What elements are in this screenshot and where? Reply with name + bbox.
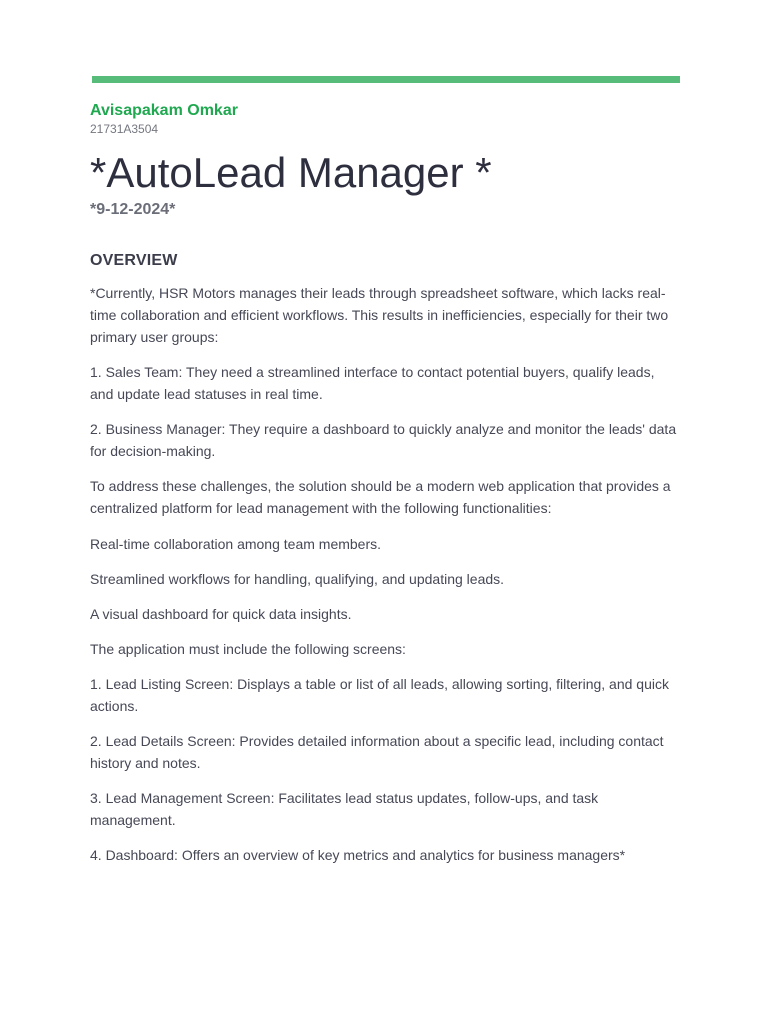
screen-item-lead-listing: 1. Lead Listing Screen: Displays a table or list of all leads, allowing sorting, filtering, and quick actions. — [90, 676, 669, 714]
document-body — [90, 101, 680, 866]
overview-intro-paragraph: *Currently, HSR Motors manages their leads through spreadsheet software, which lacks real-time collaboration and efficient workflows. This results in inefficiencies, especially for their two primary user groups: — [90, 285, 669, 345]
functionality-item: Real-time collaboration among team members. — [90, 536, 382, 552]
solution-intro-paragraph: To address these challenges, the solution should be a modern web application that provides a centralized platform for lead management with the following functionalities: — [90, 478, 671, 516]
header-divider — [92, 76, 680, 83]
author-name: Avisapakam Omkar — [90, 102, 238, 119]
document-date: *9-12-2024* — [90, 201, 176, 218]
user-group-business-manager: 2. Business Manager: They require a dashboard to quickly analyze and monitor the leads' data for decision-making. — [90, 421, 677, 459]
screens-intro-paragraph: The application must include the following screens: — [90, 641, 406, 657]
document-title: *AutoLead Manager * — [90, 149, 492, 196]
screen-item-lead-management: 3. Lead Management Screen: Facilitates lead status updates, follow-ups, and task management. — [90, 790, 599, 828]
screen-item-lead-details: 2. Lead Details Screen: Provides detailed information about a specific lead, including contact history and notes. — [90, 733, 664, 771]
screen-item-dashboard: 4. Dashboard: Offers an overview of key metrics and analytics for business managers* — [90, 847, 626, 863]
student-id: 21731A3504 — [90, 122, 159, 136]
functionality-item: A visual dashboard for quick data insights. — [90, 606, 352, 622]
functionality-item: Streamlined workflows for handling, qualifying, and updating leads. — [90, 571, 505, 587]
user-group-sales-team: 1. Sales Team: They need a streamlined interface to contact potential buyers, qualify leads, and update lead statuses in real time. — [90, 364, 655, 402]
overview-heading: OVERVIEW — [90, 252, 178, 269]
